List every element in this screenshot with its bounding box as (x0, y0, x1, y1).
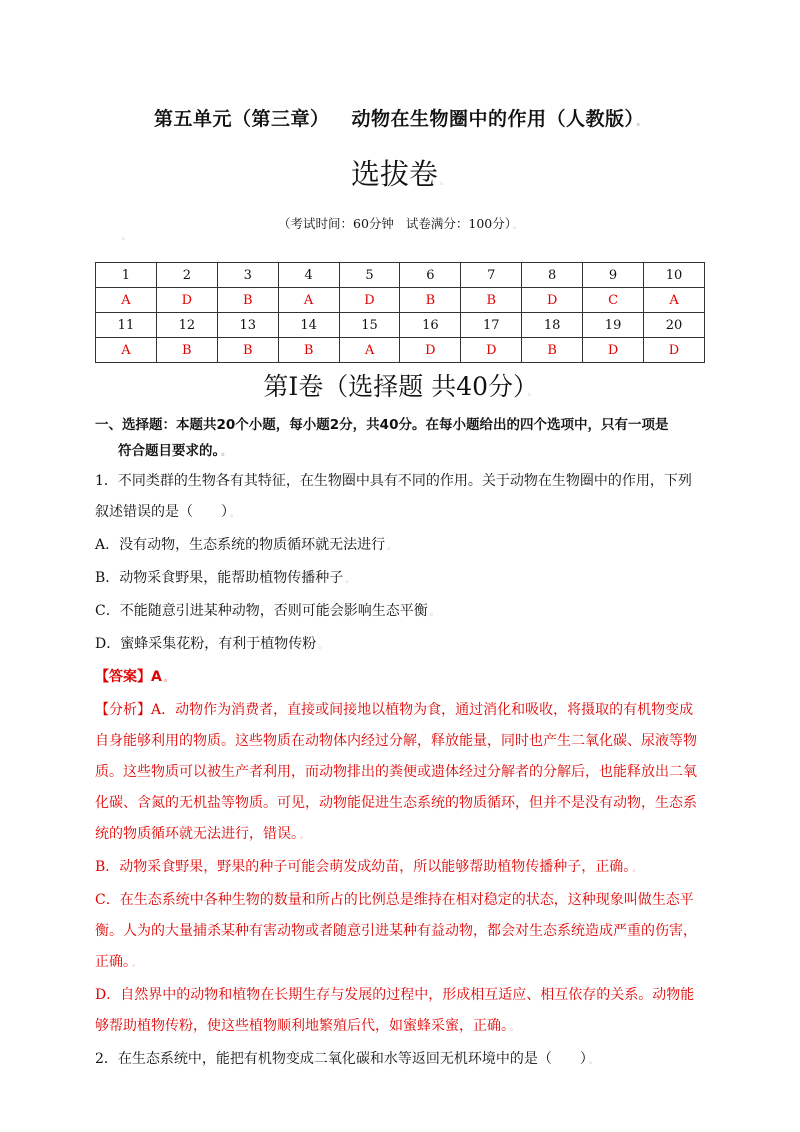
answer-cell: D (461, 338, 522, 363)
analysis-line: 【分析】A．动物作为消费者，直接或间接地以植物为食，通过消化和吸收，将摄取的有机物变成 (95, 702, 694, 718)
answer-cell: D (339, 288, 400, 313)
question-number: 17 (461, 313, 522, 338)
question-number: 11 (96, 313, 157, 338)
analysis-b: B．动物采食野果，野果的种子可能会萌发成幼苗，所以能够帮助植物传播种子，正确。 。 (95, 859, 642, 875)
analysis-line: 质。这些物质可以被生产者利用，而动物排出的粪便或遗体经过分解者的分解后，也能释放出二氧 (95, 764, 697, 780)
answer-cell: D (583, 338, 644, 363)
answer-table-answers-row-2 (96, 338, 705, 363)
question-number: 5 (339, 263, 400, 288)
question-number: 19 (583, 313, 644, 338)
exam-info: （考试时间：60分钟 试卷满分：100分） 。 (277, 216, 523, 231)
instructions-line: 符合题目要求的。 。 (118, 443, 231, 459)
question-1-stem-cont: 叙述错误的是（ ） 。 (95, 504, 240, 520)
question-number: 12 (156, 313, 217, 338)
title-unit: 第五单元（第三章） (153, 108, 330, 130)
answer-cell: B (217, 338, 278, 363)
answer-cell: A (339, 338, 400, 363)
analysis-d: 够帮助植物传粉，使这些植物顺利地繁殖后代，如蜜蜂采蜜，正确。 。 (95, 1018, 520, 1034)
answer-cell: D (644, 338, 705, 363)
section-instructions (95, 412, 707, 466)
answer-cell: B (400, 288, 461, 313)
analysis-line: 化碳、含氮的无机盐等物质。可见，动物能促进生态系统的物质循环，但并不是没有动物，生态系 (95, 795, 697, 811)
question-number: 8 (522, 263, 583, 288)
analysis-c: 衡。人为的大量捕杀某种有害动物或者随意引进某种有益动物，都会对生态系统造成严重的伤害， (95, 923, 697, 939)
answer-table-answers-row-1 (96, 288, 705, 313)
exam-score: 试卷满分：100分） (405, 216, 511, 231)
answer-cell: A (278, 288, 339, 313)
answer-cell: B (156, 338, 217, 363)
analysis-line: 自身能够利用的物质。这些物质在动物体内经过分解，释放能量，同时也产生二氧化碳、尿液等物 (95, 733, 697, 749)
question-body (95, 466, 707, 1077)
answer-table (95, 262, 705, 363)
question-number: 2 (156, 263, 217, 288)
option-c: C．不能随意引进某种动物，否则可能会影响生态平衡 。 (95, 603, 439, 619)
option-d: D．蜜蜂采集花粉，有利于植物传粉 。 (95, 636, 328, 652)
answer-cell: B (278, 338, 339, 363)
question-number: 7 (461, 263, 522, 288)
answer-cell: A (96, 338, 157, 363)
instructions-line: 一、选择题：本题共20个小题，每小题2分，共40分。在每小题给出的四个选项中，只有一项是 (95, 417, 669, 433)
answer-cell: A (96, 288, 157, 313)
option-b: B．动物采食野果，能帮助植物传播种子 。 (95, 570, 355, 586)
section-heading: 第Ⅰ卷（选择题 共40分） 。 (263, 372, 537, 401)
question-2-stem: 2．在生态系统中，能把有机物变成二氧化碳和水等返回无机环境中的是（ ） 。 (95, 1051, 598, 1067)
option-a: A．没有动物，生态系统的物质循环就无法进行 。 (95, 537, 397, 553)
question-number: 9 (583, 263, 644, 288)
exam-subtitle: 选拔卷 。 (350, 157, 450, 191)
question-number: 20 (644, 313, 705, 338)
answer-cell: D (156, 288, 217, 313)
exam-title: 第五单元（第三章） 动物在生物圈中的作用（人教版） 。 (153, 108, 647, 130)
answer-cell: D (522, 288, 583, 313)
answer-cell: B (461, 288, 522, 313)
analysis-line: 统的物质循环就无法进行，错误。 。 (95, 826, 310, 842)
paragraph-mark: 。 (122, 232, 132, 242)
analysis-d: D．自然界中的动物和植物在长期生存与发展的过程中，形成相互适应、相互依存的关系。动物能 (95, 987, 695, 1003)
answer-table-numbers-row-1 (96, 263, 705, 288)
answer-cell: B (522, 338, 583, 363)
answer-cell: C (583, 288, 644, 313)
question-number: 14 (278, 313, 339, 338)
question-number: 6 (400, 263, 461, 288)
question-number: 15 (339, 313, 400, 338)
answer-cell: B (217, 288, 278, 313)
exam-time: （考试时间：60分钟 (277, 216, 394, 231)
answer-label: 【答案】A 。 (95, 669, 173, 685)
question-number: 1 (96, 263, 157, 288)
analysis-c: 正确。 。 (95, 954, 142, 970)
question-number: 4 (278, 263, 339, 288)
question-number: 10 (644, 263, 705, 288)
question-1-stem: 1．不同类群的生物各有其特征，在生物圈中具有不同的作用。关于动物在生物圈中的作用，下列 (95, 473, 692, 489)
answer-cell: D (400, 338, 461, 363)
analysis-c: C．在生态系统中各种生物的数量和所占的比例总是维持在相对稳定的状态，这种现象叫做生态平 (95, 892, 694, 908)
question-number: 3 (217, 263, 278, 288)
answer-table-numbers-row-2 (96, 313, 705, 338)
question-number: 16 (400, 313, 461, 338)
question-number: 18 (522, 313, 583, 338)
answer-cell: A (644, 288, 705, 313)
title-topic: 动物在生物圈中的作用（人教版） (351, 108, 635, 130)
question-number: 13 (217, 313, 278, 338)
